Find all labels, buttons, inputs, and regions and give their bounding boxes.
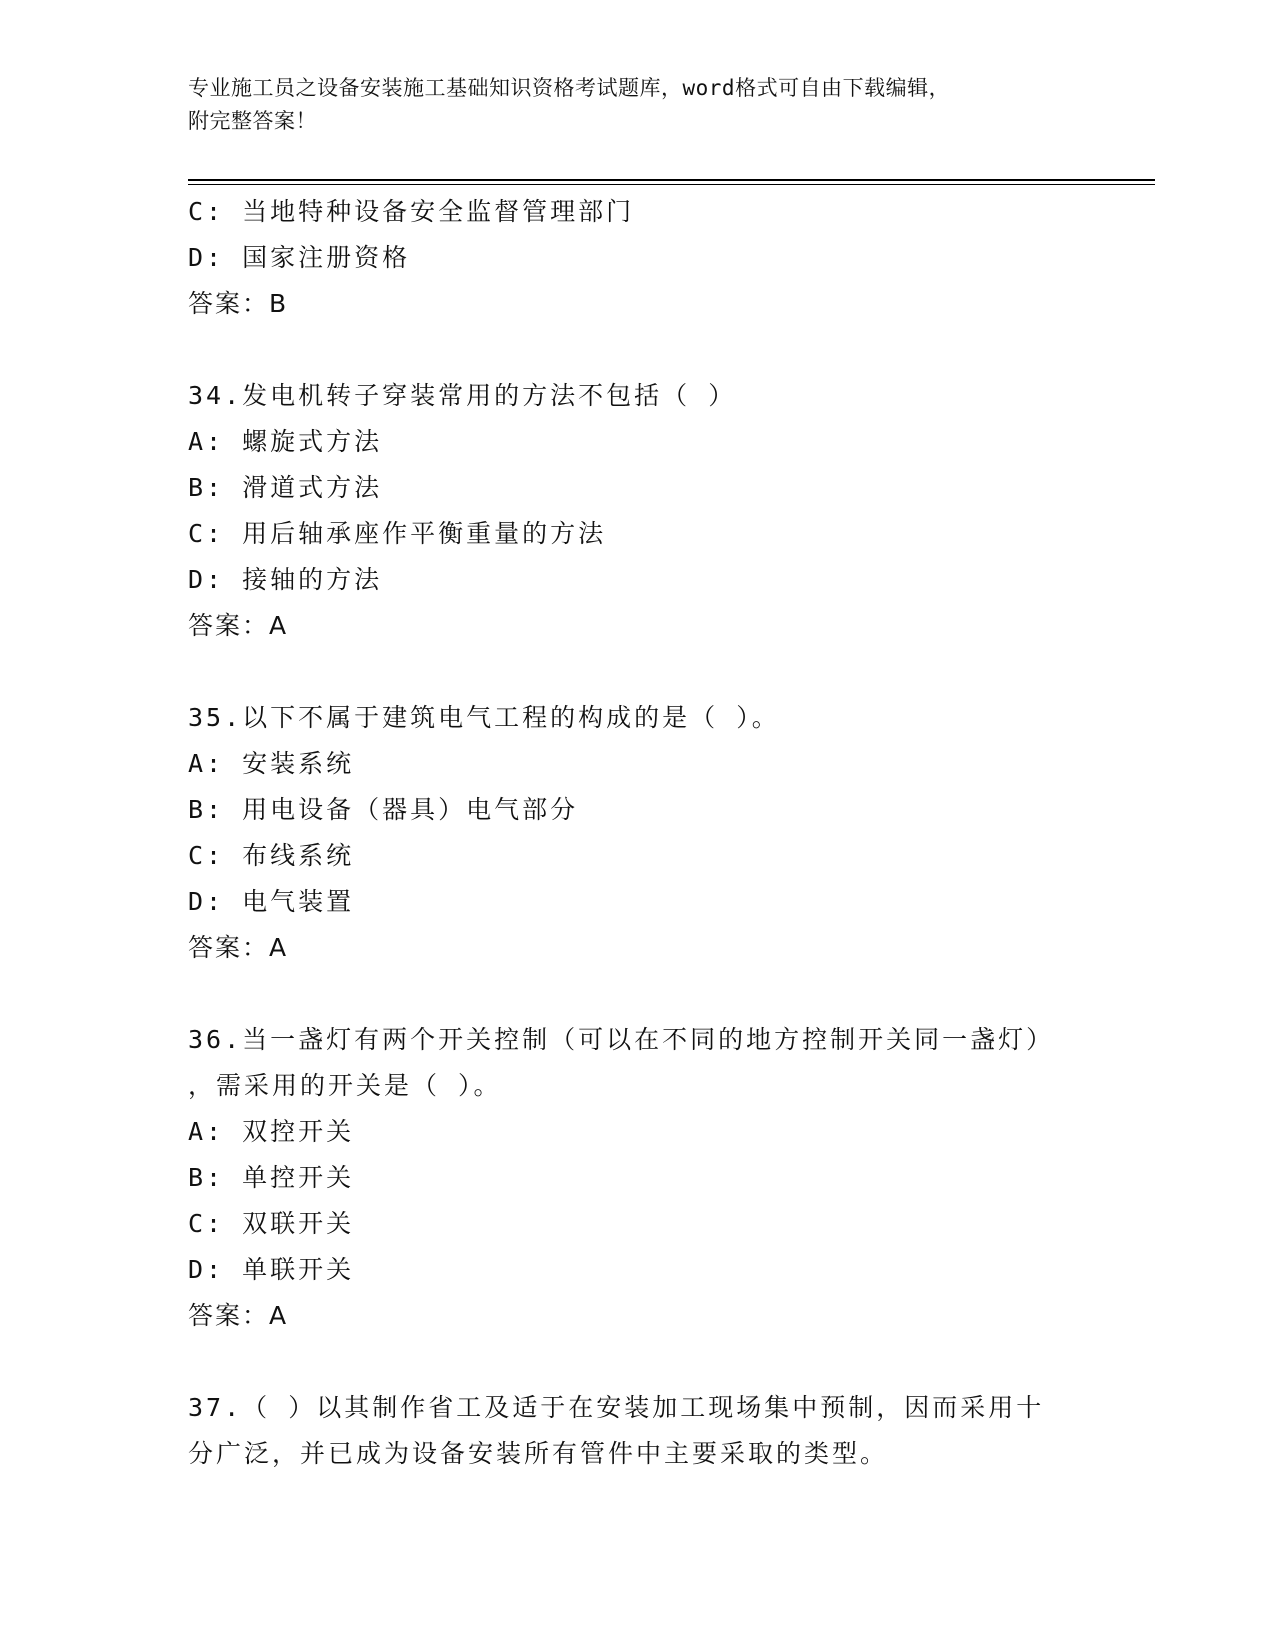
header-divider-thick [188,179,1155,181]
spacer [188,649,1088,695]
answer-line: 答案：B [188,289,289,318]
option-d: D: 单联开关 [188,1255,355,1284]
spacer [188,1339,1088,1385]
question-stem: 34.发电机转子穿装常用的方法不包括（ ） [188,381,737,410]
option-d: D: 电气装置 [188,887,355,916]
document-header [188,72,1068,138]
header-divider-thin [188,184,1155,185]
option-c: C: 当地特种设备安全监督管理部门 [188,197,635,226]
option-b: B: 滑道式方法 [188,473,383,502]
option-b: B: 单控开关 [188,1163,355,1192]
option-c: C: 用后轴承座作平衡重量的方法 [188,519,607,548]
question-stem-line-2: 分广泛，并已成为设备安装所有管件中主要采取的类型。 [188,1439,889,1468]
question-stem-line-1: 37.（ ）以其制作省工及适于在安装加工现场集中预制，因而采用十 [188,1393,1045,1422]
answer-line: 答案：A [188,611,289,640]
answer-line: 答案：A [188,1301,289,1330]
option-c: C: 双联开关 [188,1209,355,1238]
answer-line: 答案：A [188,933,289,962]
option-d: D: 接轴的方法 [188,565,383,594]
question-stem-line-1: 36.当一盏灯有两个开关控制（可以在不同的地方控制开关同一盏灯） [188,1025,1055,1054]
question-33-continued [188,189,1088,327]
question-37 [188,1385,1088,1477]
option-c: C: 布线系统 [188,841,355,870]
header-line-1: 专业施工员之设备安装施工基础知识资格考试题库，word格式可自由下载编辑， [188,76,951,100]
question-list [188,189,1088,1477]
question-36 [188,1017,1088,1339]
option-a: A: 螺旋式方法 [188,427,383,456]
header-line-2: 附完整答案！ [188,109,317,133]
option-d: D: 国家注册资格 [188,243,411,272]
option-b: B: 用电设备（器具）电气部分 [188,795,579,824]
option-a: A: 安装系统 [188,749,355,778]
question-stem-line-2: ，需采用的开关是（ ）。 [188,1071,502,1100]
option-a: A: 双控开关 [188,1117,355,1146]
question-35 [188,695,1088,971]
question-stem: 35.以下不属于建筑电气工程的构成的是（ ）。 [188,703,780,732]
question-34 [188,373,1088,649]
spacer [188,971,1088,1017]
spacer [188,327,1088,373]
